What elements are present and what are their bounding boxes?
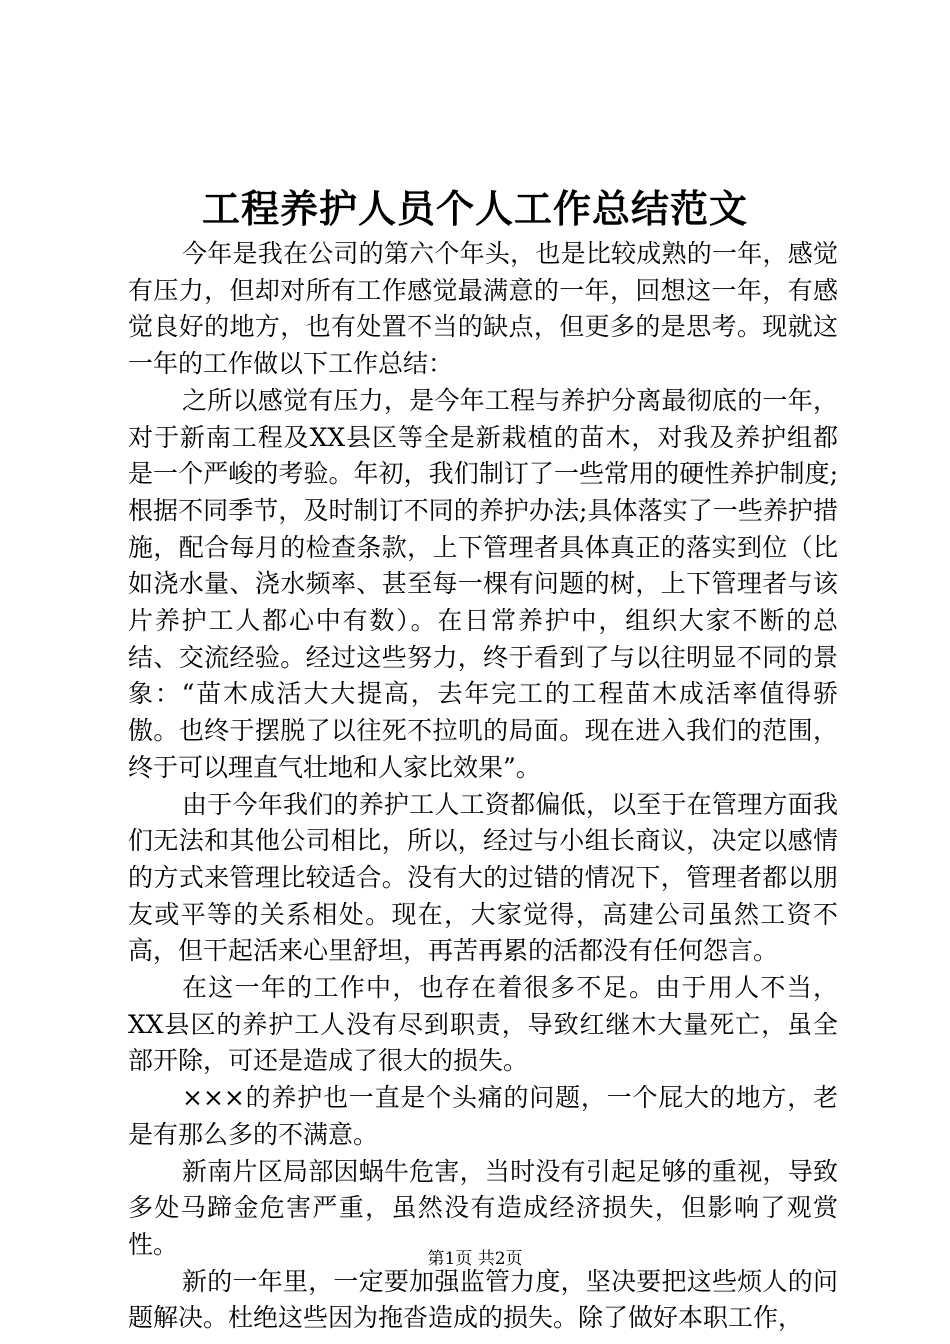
- paragraph-headache: ×××的养护也一直是个头痛的问题，一个屁大的地方，老是有那么多的不满意。: [128, 1083, 838, 1149]
- paragraph-wages: 由于今年我们的养护工人工资都偏低，以至于在管理方面我们无法和其他公司相比，所以，经过与小组长商议，决定以感情的方式来管理比较适合。没有大的过错的情况下，管理者都以朋友或平等的关系相处。现在，大家觉得，高建公司虽然工资不高，但干起活来心里舒坦，再苦再累的活都没有任何怨言。: [128, 789, 838, 966]
- paragraph-intro: 今年是我在公司的第六个年头，也是比较成熟的一年，感觉有压力，但却对所有工作感觉最满意的一年，回想这一年，有感觉良好的地方，也有处置不当的缺点，但更多的是思考。现就这一年的工作做以下工作总结：: [128, 239, 838, 379]
- document-title: 工程养护人员个人工作总结范文: [201, 186, 748, 231]
- paragraph-snail: 新南片区局部因蜗牛危害，当时没有引起足够的重视，导致多处马蹄金危害严重，虽然没有造成经济损失，但影响了观赏性。: [128, 1156, 838, 1259]
- page-number-footer: 第1页 共2页: [427, 1249, 523, 1269]
- paragraph-pressure: 之所以感觉有压力，是今年工程与养护分离最彻底的一年，对于新南工程及XX县区等全是新栽植的苗木，对我及养护组都是一个严峻的考验。年初，我们制订了一些常用的硬性养护制度;根据不同季节，及时制订不同的养护办法;具体落实了一些养护措施，配合每月的检查条款，上下管理者具体真正的落实到位（比如浇水量、浇水频率、甚至每一棵有问题的树，上下管理者与该片养护工人都心中有数）。在日常养护中，组织大家不断的总结、交流经验。经过这些努力，终于看到了与以往明显不同的景象：“苗木成活大大提高，去年完工的工程苗木成活率值得骄傲。也终于摆脱了以往死不拉叽的局面。现在进入我们的范围，终于可以理直气壮地和人家比效果”。: [128, 385, 838, 782]
- document-body: [128, 236, 838, 1337]
- paragraph-shortcomings: 在这一年的工作中，也存在着很多不足。由于用人不当，XX县区的养护工人没有尽到职责，导致红继木大量死亡，虽全部开除，可还是造成了很大的损失。: [128, 973, 838, 1076]
- paragraph-new-year: 新的一年里，一定要加强监管力度，坚决要把这些烦人的问题解决。杜绝这些因为拖沓造成的损失。除了做好本职工作，: [128, 1266, 838, 1333]
